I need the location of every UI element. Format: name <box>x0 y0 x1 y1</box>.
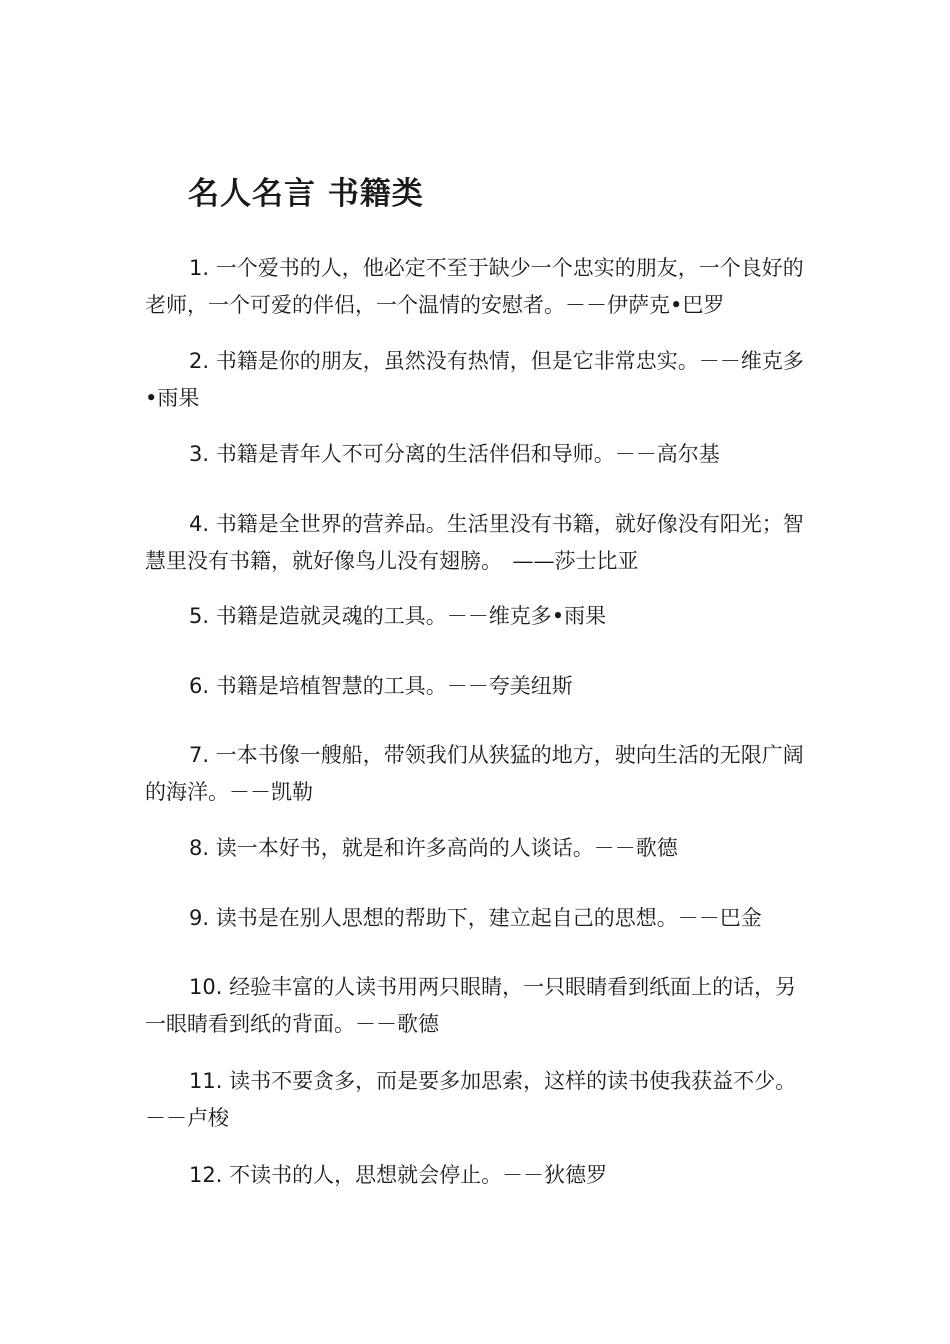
quote-item-4 <box>145 506 815 580</box>
quote-text: 读书是在别人思想的帮助下，建立起自己的思想。－－巴金 <box>215 906 762 930</box>
quote-text: 读一本好书，就是和许多高尚的人谈话。－－歌德 <box>215 836 678 860</box>
page-title: 名人名言 书籍类 <box>188 176 424 212</box>
quote-text: 书籍是培植智慧的工具。－－夸美纽斯 <box>215 674 573 698</box>
quote-number: 11. <box>189 1069 223 1093</box>
quote-number: 10. <box>189 975 223 999</box>
quote-item-12 <box>145 1157 815 1194</box>
quote-text: 书籍是青年人不可分离的生活伴侣和导师。－－高尔基 <box>215 442 720 466</box>
quote-item-3 <box>145 436 815 473</box>
quote-number: 9. <box>189 906 210 930</box>
quote-item-11 <box>145 1063 815 1137</box>
quote-number: 1. <box>189 256 210 280</box>
quote-text: 书籍是全世界的营养品。生活里没有书籍，就好像没有阳光；智慧里没有书籍，就好像鸟儿没有翅膀。 ——莎士比亚 <box>145 512 804 573</box>
quote-number: 12. <box>189 1163 223 1187</box>
quote-number: 3. <box>189 442 210 466</box>
quote-item-8 <box>145 830 815 867</box>
quote-number: 5. <box>189 604 210 628</box>
quote-number: 2. <box>189 349 210 373</box>
quote-text: 一个爱书的人，他必定不至于缺少一个忠实的朋友，一个良好的老师，一个可爱的伴侣，一个温情的安慰者。－－伊萨克•巴罗 <box>145 256 804 317</box>
quote-number: 7. <box>189 743 210 767</box>
quote-text: 经验丰富的人读书用两只眼睛，一只眼睛看到纸面上的话，另一眼睛看到纸的背面。－－歌德 <box>145 975 797 1036</box>
quote-number: 8. <box>189 836 210 860</box>
quote-item-1 <box>145 250 815 324</box>
quote-number: 4. <box>189 512 210 536</box>
quote-item-9 <box>145 900 815 937</box>
quote-item-10 <box>145 969 815 1043</box>
quote-item-6 <box>145 668 815 705</box>
quote-text: 一本书像一艘船，带领我们从狭猛的地方，驶向生活的无限广阔的海洋。－－凯勒 <box>145 743 804 804</box>
quote-text: 书籍是造就灵魂的工具。－－维克多•雨果 <box>215 604 607 628</box>
quote-item-7 <box>145 737 815 811</box>
quote-number: 6. <box>189 674 210 698</box>
quote-text: 书籍是你的朋友，虽然没有热情，但是它非常忠实。－－维克多•雨果 <box>145 349 804 410</box>
quote-item-2 <box>145 343 815 417</box>
quote-text: 不读书的人，思想就会停止。－－狄德罗 <box>229 1163 608 1187</box>
quote-item-5 <box>145 598 815 635</box>
quote-text: 读书不要贪多，而是要多加思索，这样的读书使我获益不少。－－卢梭 <box>145 1069 797 1130</box>
